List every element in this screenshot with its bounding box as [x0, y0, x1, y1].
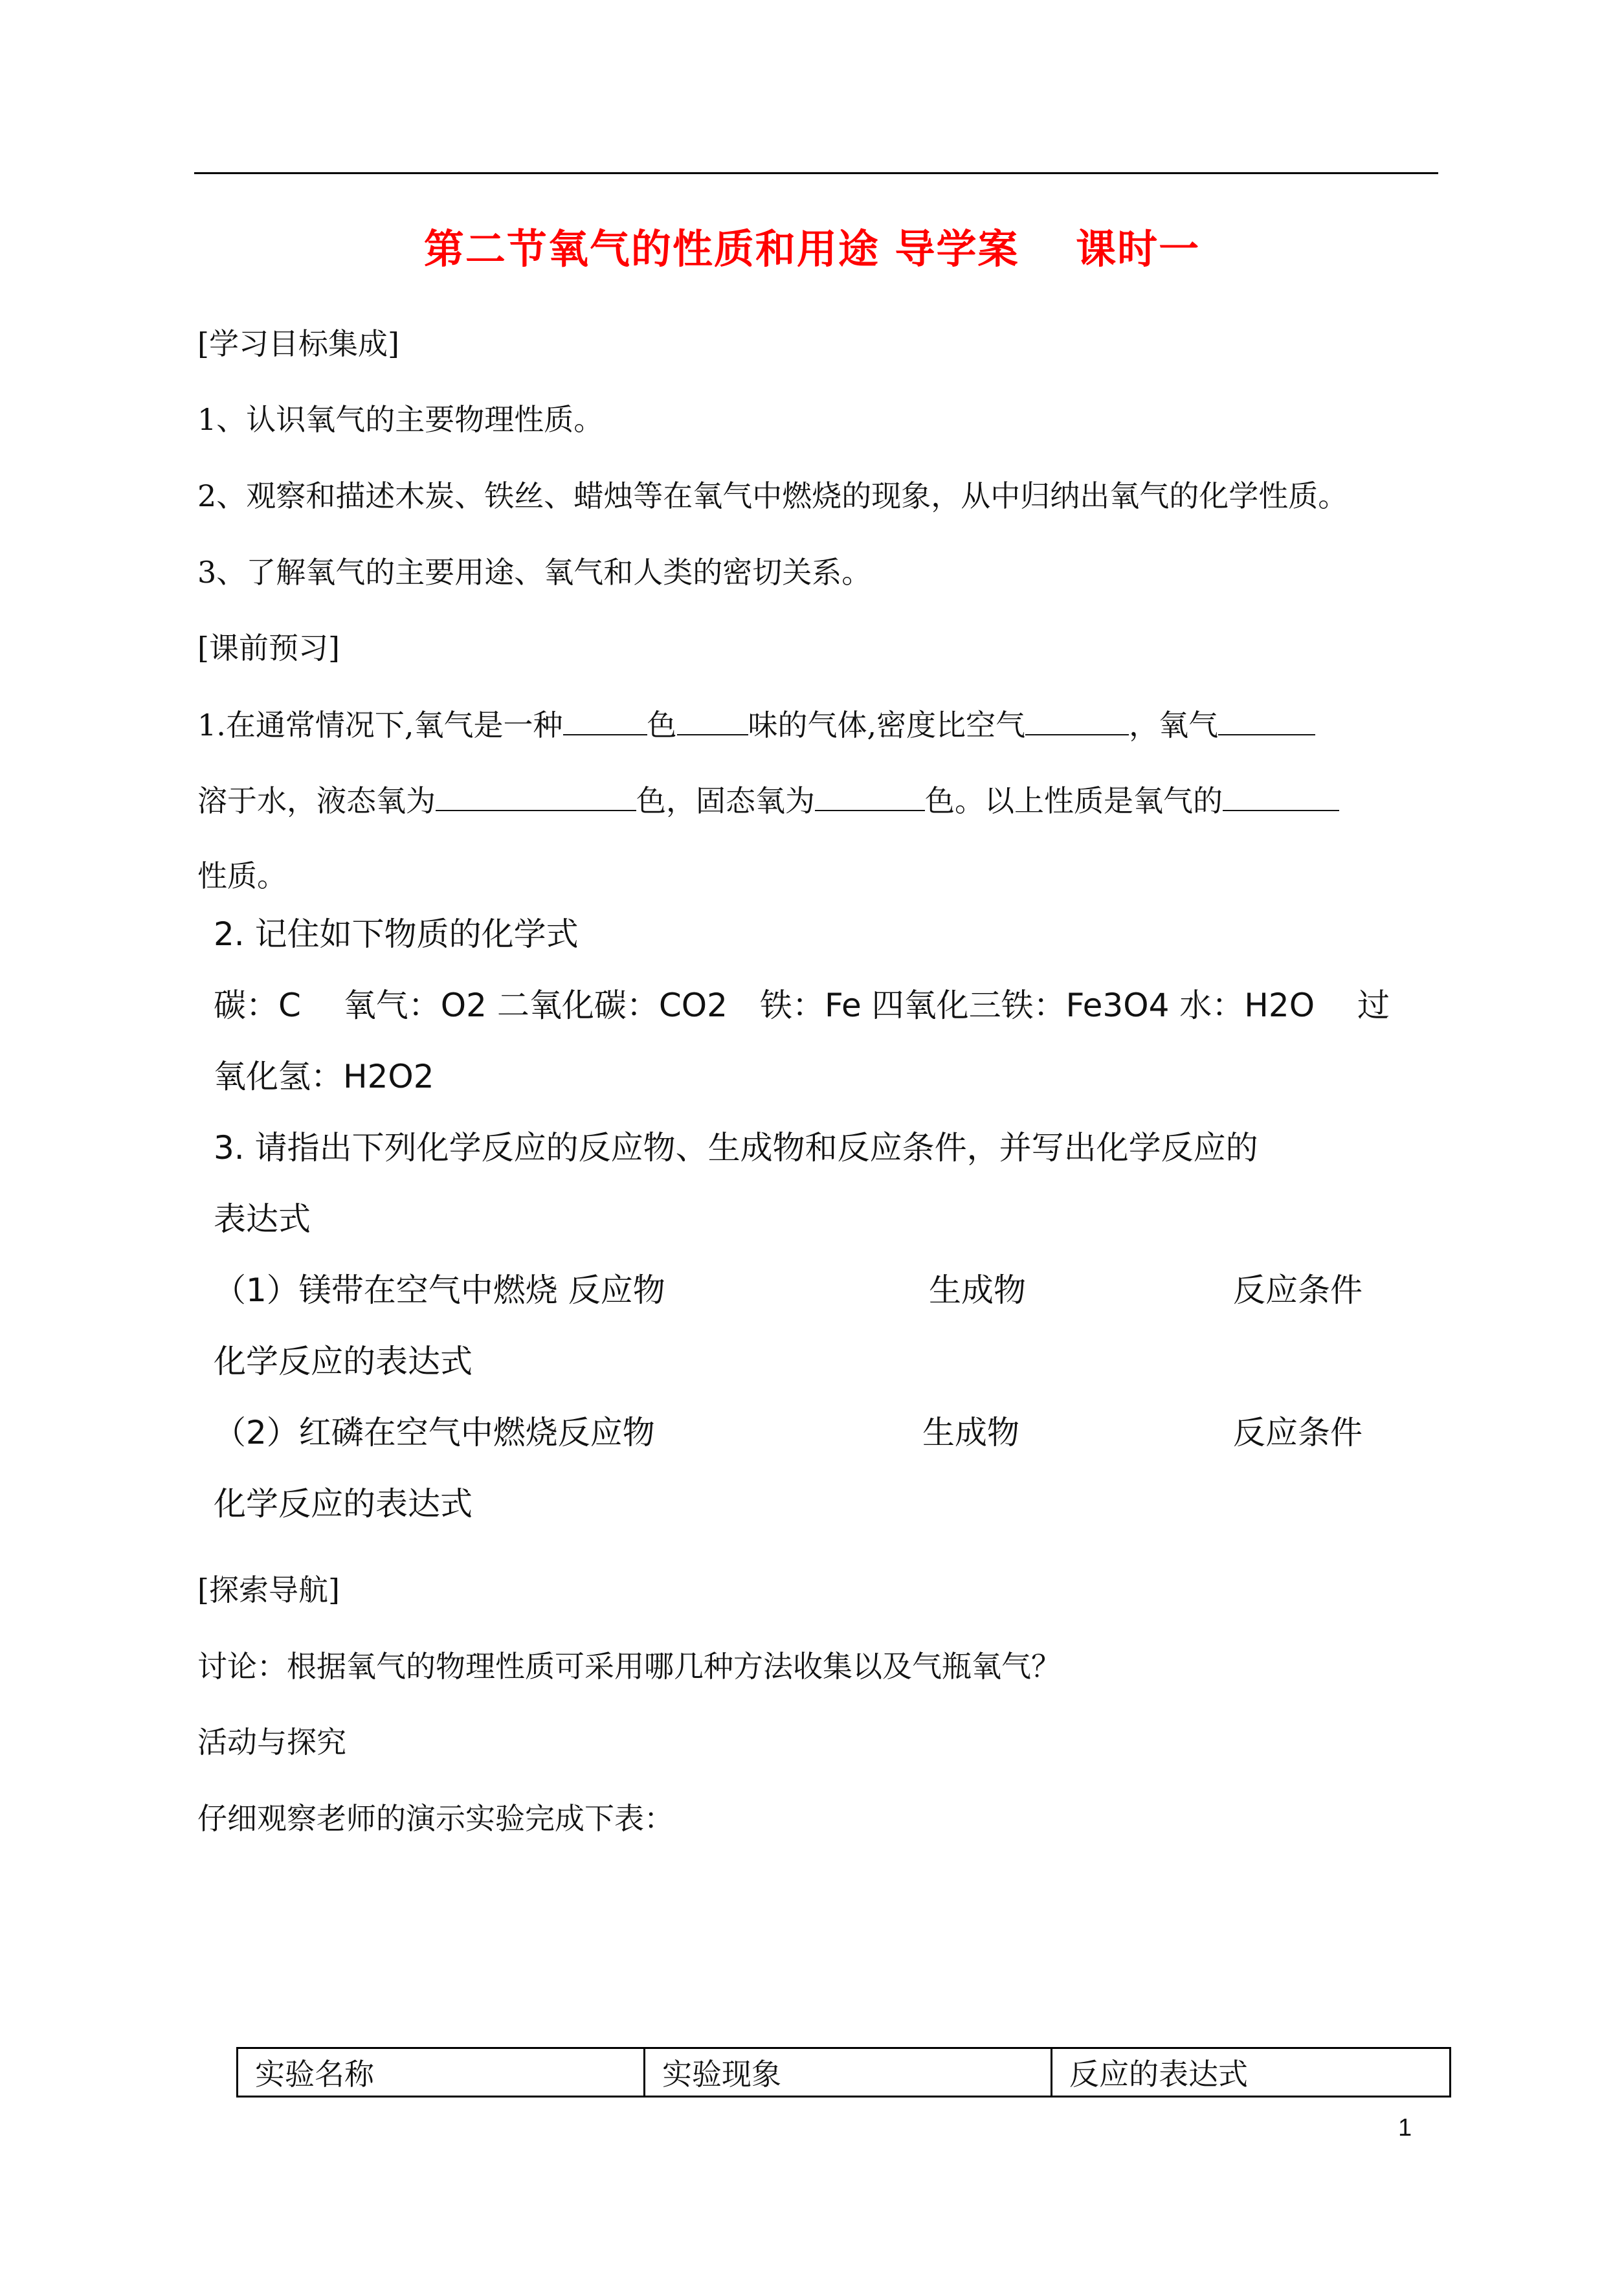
q1-text-f: 色，固态氧为 [636, 783, 815, 818]
reaction-2-expression: 化学反应的表达式 [214, 1485, 473, 1523]
fill-blank-smell[interactable] [677, 710, 748, 735]
reaction-2-products: 生成物 [922, 1414, 1019, 1451]
q1-text-g: 色。以上性质是氧气的 [925, 783, 1223, 818]
experiment-table [236, 2047, 1451, 2097]
preview-q2-heading: 2. 记住如下物质的化学式 [214, 915, 579, 953]
page-title: 第二节氧气的性质和用途 导学案 课时一 [423, 225, 1201, 273]
reaction-2-conditions: 反应条件 [1233, 1414, 1363, 1451]
q1-text-e: 溶于水，液态氧为 [197, 783, 436, 818]
preview-q1-line1 [197, 708, 1315, 743]
fill-blank-property-type[interactable] [1223, 785, 1339, 811]
preview-q1-line3: 性质。 [197, 858, 287, 893]
fill-blank-density[interactable] [1025, 710, 1129, 735]
formula-list-line2: 氧化氢：H2O2 [214, 1058, 434, 1095]
preview-q1-line2 [197, 785, 1339, 816]
instruction-text: 仔细观察老师的演示实验完成下表： [197, 1801, 674, 1836]
preview-q3-heading-cont: 表达式 [214, 1200, 311, 1238]
preview-heading: [课前预习] [197, 631, 340, 666]
objectives-heading: [学习目标集成] [197, 326, 399, 361]
formula-list-line1: 碳：C 氧气：O2 二氧化碳：CO2 铁：Fe 四氧化三铁：Fe3O4 水：H2O 过 [214, 987, 1390, 1024]
col-experiment-name: 实验名称 [238, 2048, 645, 2097]
objective-item-3: 3、了解氧气的主要用途、氧气和人类的密切关系。 [197, 555, 872, 590]
col-phenomenon: 实验现象 [645, 2048, 1052, 2097]
q1-text-b: 色 [647, 708, 677, 743]
fill-blank-color[interactable] [563, 710, 647, 735]
preview-q3-heading: 3. 请指出下列化学反应的反应物、生成物和反应条件，并写出化学反应的 [214, 1129, 1258, 1167]
reaction-1-conditions: 反应条件 [1233, 1271, 1363, 1309]
activity-heading: 活动与探究 [197, 1725, 346, 1760]
discussion-text: 讨论：根据氧气的物理性质可采用哪几种方法收集以及气瓶氧气？ [197, 1649, 1061, 1684]
table-header-row [238, 2048, 1451, 2097]
page-number: 1 [1398, 2114, 1412, 2142]
fill-blank-liquid-color[interactable] [436, 785, 636, 811]
fill-blank-solubility[interactable] [1218, 710, 1315, 735]
q1-text-d: ，氧气 [1129, 708, 1219, 743]
reaction-2-reactants: （2）红磷在空气中燃烧反应物 [214, 1414, 655, 1451]
q1-text-c: 味的气体,密度比空气 [748, 708, 1026, 743]
objective-item-2: 2、观察和描述木炭、铁丝、蜡烛等在氧气中燃烧的现象，从中归纳出氧气的化学性质。 [197, 478, 1348, 513]
reaction-1-products: 生成物 [929, 1271, 1026, 1309]
explore-heading: [探索导航] [197, 1572, 340, 1607]
fill-blank-solid-color[interactable] [815, 785, 925, 811]
objective-item-1: 1、认识氧气的主要物理性质。 [197, 402, 604, 437]
reaction-1-reactants: （1）镁带在空气中燃烧 反应物 [214, 1271, 665, 1309]
header-rule [194, 172, 1438, 174]
col-expression: 反应的表达式 [1052, 2048, 1451, 2097]
reaction-1-expression: 化学反应的表达式 [214, 1343, 473, 1380]
q1-text-a: 1.在通常情况下,氧气是一种 [197, 708, 563, 743]
